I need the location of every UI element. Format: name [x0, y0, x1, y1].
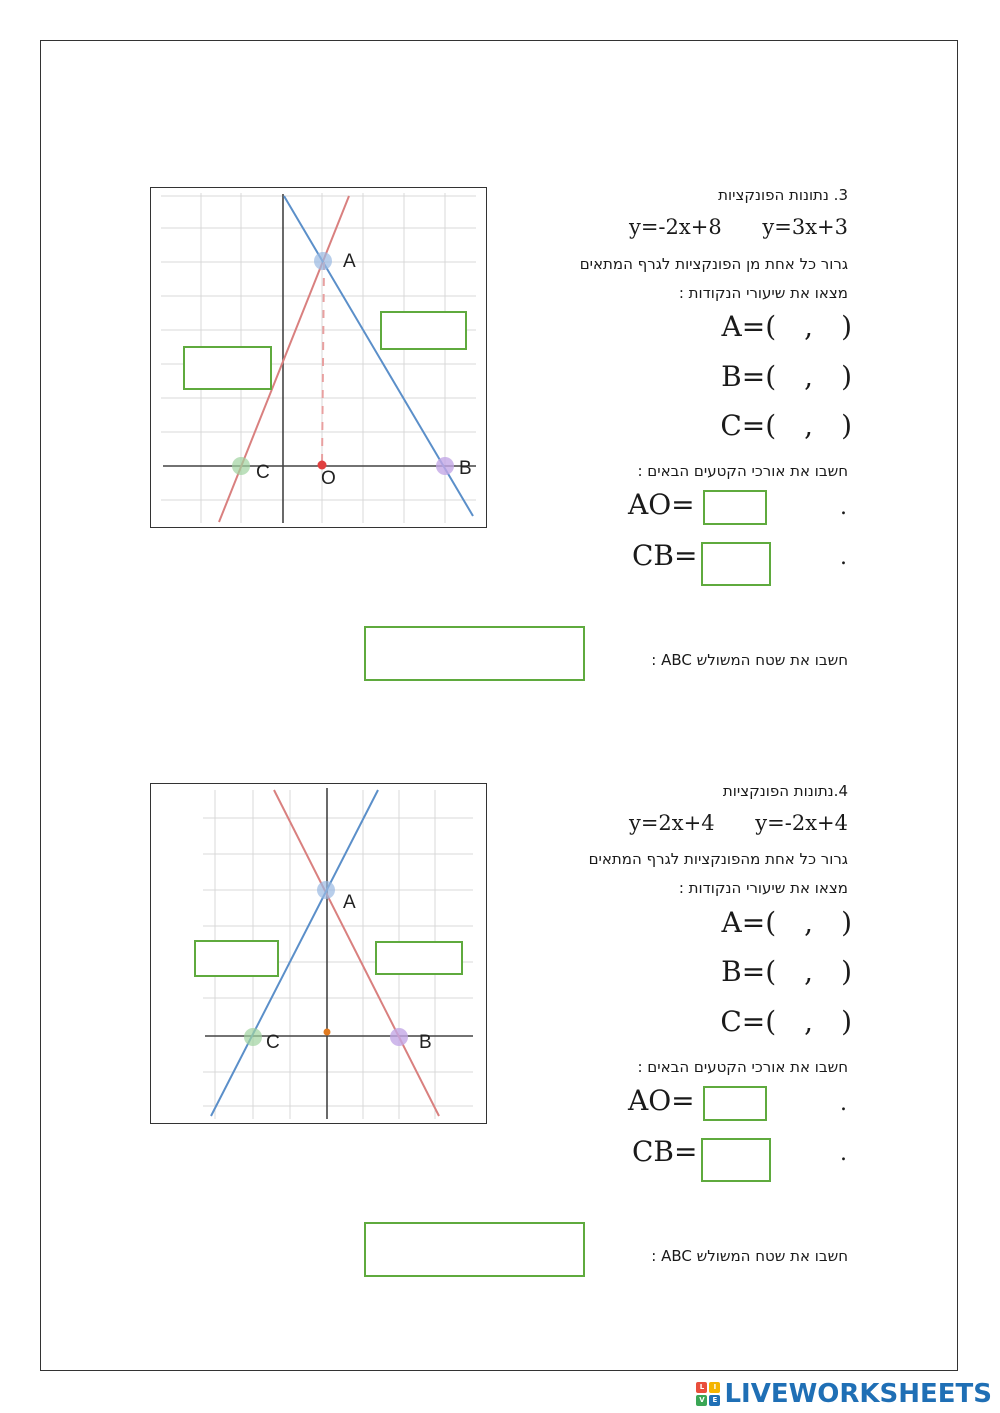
equations-line — [595, 215, 848, 239]
point-c-marker — [232, 457, 250, 475]
equations-line — [595, 811, 848, 835]
logo-text: LIVEWORKSHEETS — [724, 1379, 992, 1409]
drag-instruction: גרור כל אחת מן הפונקציות לגרף המתאים — [579, 255, 848, 273]
label-c: C — [266, 1032, 280, 1053]
segment-ao-label: AO= — [628, 1084, 695, 1117]
label-a: A — [343, 892, 356, 913]
exercise-title: 3. נתונות הפונקציות — [718, 186, 848, 204]
drag-instruction: גרור כל אחת מהפונקציות לגרף המתאים — [588, 850, 848, 868]
label-b: B — [459, 458, 472, 479]
segment-cb-dot: . — [840, 545, 847, 570]
point-b-coords: B=( , ) — [721, 955, 852, 988]
point-b-marker — [436, 457, 454, 475]
segment-ao-dot: . — [840, 1091, 847, 1116]
area-input[interactable] — [364, 1222, 585, 1277]
point-a-coords: A=( , ) — [721, 906, 852, 939]
exercise-4 — [0, 596, 1000, 1265]
drop-zone-left-line[interactable] — [194, 940, 279, 977]
segment-ao-input[interactable] — [703, 1086, 767, 1121]
origin-marker — [324, 1029, 331, 1036]
drop-zone-left-line[interactable] — [183, 346, 272, 390]
point-a-marker — [317, 881, 335, 899]
label-b: B — [419, 1032, 432, 1053]
logo-blocks-icon: L I V E — [696, 1382, 720, 1406]
point-b-marker — [390, 1028, 408, 1046]
equation-draggable-2[interactable]: y=2x+4 — [628, 811, 715, 835]
point-c-marker — [244, 1028, 262, 1046]
segment-cb-label: CB= — [632, 539, 698, 572]
label-o: O — [321, 468, 336, 489]
coords-instruction: מצאו את שיעורי הנקודות : — [678, 879, 848, 897]
point-b-coords: B=( , ) — [721, 360, 852, 393]
segment-ao-dot: . — [840, 495, 847, 520]
segment-cb-input[interactable] — [701, 542, 771, 586]
drop-zone-right-line[interactable] — [375, 941, 463, 975]
drop-zone-right-line[interactable] — [380, 311, 467, 350]
equation-draggable-1[interactable]: y=3x+3 — [762, 215, 848, 239]
segment-cb-dot: . — [840, 1141, 847, 1166]
coords-instruction: מצאו את שיעורי הנקודות : — [678, 284, 848, 302]
segments-instruction: חשבו את אורכי הקטעים הבאים : — [637, 462, 848, 480]
segment-ao-label: AO= — [628, 488, 695, 521]
segments-instruction: חשבו את אורכי הקטעים הבאים : — [637, 1058, 848, 1076]
liveworksheets-logo — [696, 1377, 992, 1411]
equation-draggable-2[interactable]: y=-2x+8 — [628, 215, 722, 239]
segment-cb-label: CB= — [632, 1135, 698, 1168]
equation-draggable-1[interactable]: y=-2x+4 — [755, 811, 848, 835]
exercise-title: 4.נתונות הפונקציות — [722, 782, 848, 800]
label-c: C — [256, 462, 270, 483]
point-c-coords: C=( , ) — [720, 1005, 852, 1038]
label-a: A — [343, 251, 356, 272]
segment-ao-input[interactable] — [703, 490, 767, 525]
exercise-3 — [0, 0, 1000, 669]
point-c-coords: C=( , ) — [720, 409, 852, 442]
area-instruction: חשבו את שטח המשולש ABC : — [651, 1247, 848, 1265]
point-a-coords: A=( , ) — [721, 310, 852, 343]
area-instruction: חשבו את שטח המשולש ABC : — [651, 651, 848, 669]
segment-cb-input[interactable] — [701, 1138, 771, 1182]
point-a-marker — [314, 252, 332, 270]
